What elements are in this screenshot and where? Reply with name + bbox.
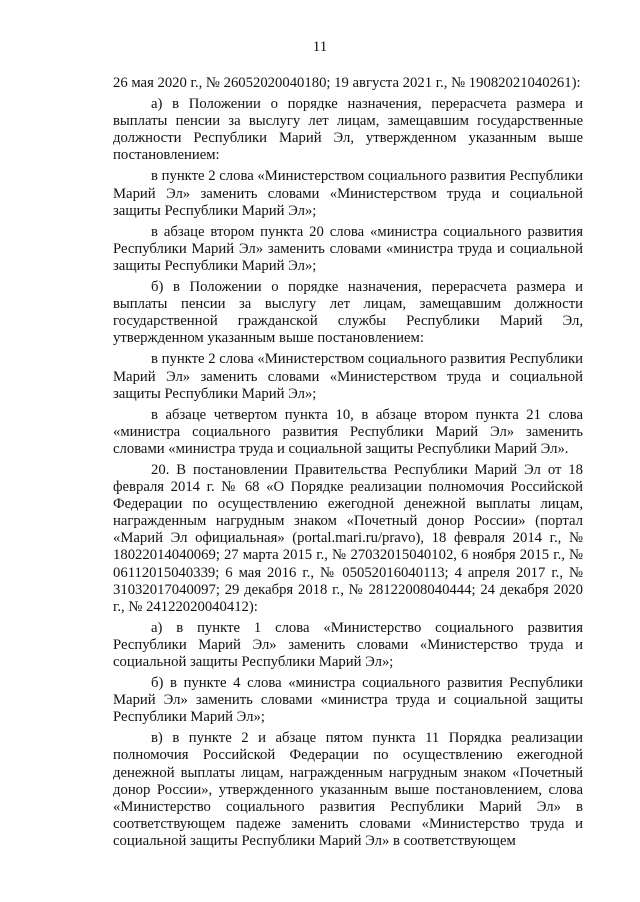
paragraph: а) в пункте 1 слова «Министерство социального развития Республики Марий Эл» заменить словами «Министерство труда и социальной защиты Республики Марий Эл»;	[113, 619, 583, 670]
document-body	[113, 75, 583, 854]
paragraph: в пункте 2 слова «Министерством социального развития Республики Марий Эл» заменить словами «Министерством труда и социальной защиты Республики Марий Эл»;	[113, 168, 583, 219]
paragraph: б) в Положении о порядке назначения, перерасчета размера и выплаты пенсии за выслугу лет лицам, замещавшим должности государственной гражданской службы Республики Марий Эл, утвержденном указанным выше постановлением:	[113, 279, 583, 347]
paragraph: в пункте 2 слова «Министерством социального развития Республики Марий Эл» заменить словами «Министерством труда и социальной защиты Республики Марий Эл»;	[113, 351, 583, 402]
paragraph: в абзаце втором пункта 20 слова «министра социального развития Республики Марий Эл» заменить словами «министра труда и социальной защиты Республики Марий Эл»;	[113, 223, 583, 274]
paragraph: в абзаце четвертом пункта 10, в абзаце втором пункта 21 слова «министра социального развития Республики Марий Эл» заменить словами «министра труда и социальной защиты Республики Марий Эл».	[113, 406, 583, 457]
page-number: 11	[312, 39, 328, 55]
paragraph: 20. В постановлении Правительства Республики Марий Эл от 18 февраля 2014 г. № 68 «О Порядке реализации полномочия Российской Федерации по осуществлению ежегодной денежной выплаты лицам, награжденным нагрудным знаком «Почетный донор России» (портал «Марий Эл официальная» (portal.mari.ru/pravo), 18 февраля 2014 г., № 18022014040069; 27 марта 2015 г., № 27032015040102, 6 ноября 2015 г., № 06112015040339; 6 мая 2016 г., № 05052016040113; 4 апреля 2017 г., № 31032017040097; 29 декабря 2018 г., № 28122008040444; 24 декабря 2020 г., № 24122020040412):	[113, 461, 583, 615]
paragraph: а) в Положении о порядке назначения, перерасчета размера и выплаты пенсии за выслугу лет лицам, замещавшим государственные должности Республики Марий Эл, утвержденном указанным выше постановлением:	[113, 96, 583, 164]
paragraph: в) в пункте 2 и абзаце пятом пункта 11 Порядка реализации полномочия Российской Федерации по осуществлению ежегодной денежной выплаты лицам, награжденным нагрудным знаком «Почетный донор России», утвержденного указанным выше постановлением, слова «Министерство социального развития Республики Марий Эл» в соответствующем падеже заменить словами «Министерство труда и социальной защиты Республики Марий Эл» в соответствующем	[113, 730, 583, 849]
paragraph: 26 мая 2020 г., № 26052020040180; 19 августа 2021 г., № 19082021040261):	[113, 75, 581, 91]
paragraph: б) в пункте 4 слова «министра социального развития Республики Марий Эл» заменить словами «министра труда и социальной защиты Республики Марий Эл»;	[113, 675, 583, 726]
